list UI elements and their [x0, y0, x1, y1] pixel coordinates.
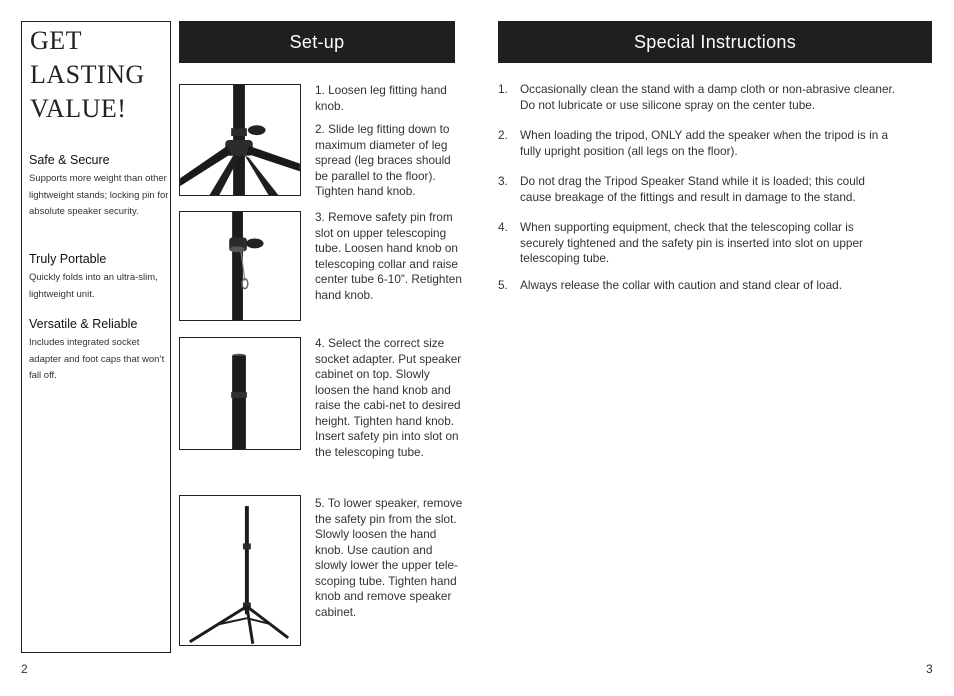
- list-item: [498, 174, 898, 220]
- feature-safe-secure: [29, 152, 169, 221]
- list-item-number: 3.: [498, 174, 508, 188]
- feature-body: Quickly folds into an ultra-slim, lightweight unit.: [29, 272, 158, 300]
- setup-step-4: [315, 336, 463, 468]
- feature-heading: Safe & Secure: [29, 153, 110, 167]
- setup-step: 5. To lower speaker, remove the safety pin from the slot. Slowly loosen the hand knob. Use caution and slowly lower the upper tele-scoping tube. Tighten hand knob and remove speaker cabinet.: [315, 496, 463, 619]
- list-item-number: 4.: [498, 220, 508, 234]
- setup-step-3: [315, 210, 463, 311]
- list-item-number: 2.: [498, 128, 508, 142]
- setup-step: 3. Remove safety pin from slot on upper telescoping tube. Loosen hand knob on telescoping collar and raise center tube 6-10”. Retighten hand knob.: [315, 210, 462, 302]
- list-item: [498, 220, 898, 278]
- special-instructions-list: [498, 82, 898, 294]
- list-item: [498, 278, 898, 294]
- feature-heading: Versatile & Reliable: [29, 317, 138, 331]
- list-item: [498, 128, 898, 174]
- photo-socket-adapter: [179, 337, 301, 450]
- list-item-text: Always release the collar with caution and stand clear of load.: [520, 278, 842, 292]
- page-number-left: 2: [21, 662, 28, 676]
- photo-full-tripod: [179, 495, 301, 646]
- setup-step-5: [315, 496, 463, 628]
- feature-sidebar: [21, 21, 171, 653]
- feature-body: Supports more weight than other lightweight stands; locking pin for absolute speaker security.: [29, 173, 169, 217]
- feature-body: Includes integrated socket adapter and foot caps that won’t fall off.: [29, 337, 165, 381]
- list-item-text: When supporting equipment, check that the telescoping collar is securely tightened and the safety pin is inserted into slot on upper telescoping tube.: [520, 220, 863, 265]
- feature-truly-portable: [29, 251, 169, 303]
- setup-step: 1. Loosen leg fitting hand knob.: [315, 83, 447, 113]
- hero-title-line: VALUE!: [30, 94, 127, 123]
- hero-title: [30, 24, 170, 126]
- leg-fitting-illustration: [180, 85, 300, 195]
- list-item-text: Do not drag the Tripod Speaker Stand while it is loaded; this could cause breakage of the fittings and result in damage to the stand.: [520, 174, 865, 204]
- safety-pin-illustration: [180, 212, 300, 320]
- list-item-text: When loading the tripod, ONLY add the speaker when the tripod is in a fully upright position (all legs on the floor).: [520, 128, 889, 158]
- photo-safety-pin: [179, 211, 301, 321]
- feature-heading: Truly Portable: [29, 252, 107, 266]
- setup-steps-1-2: [315, 83, 463, 208]
- feature-versatile-reliable: [29, 316, 169, 385]
- page-number-right: 3: [926, 662, 933, 676]
- full-tripod-illustration: [180, 496, 300, 645]
- photo-leg-fitting: [179, 84, 301, 196]
- hero-title-line: GET: [30, 26, 83, 55]
- setup-step: 2. Slide leg fitting down to maximum diameter of leg spread (leg braces should be parallel to the floor). Tighten hand knob.: [315, 122, 451, 198]
- setup-header: Set-up: [179, 21, 455, 63]
- list-item-text: Occasionally clean the stand with a damp cloth or non-abrasive cleaner. Do not lubricate or use silicone spray on the center tube.: [520, 82, 896, 112]
- list-item-number: 5.: [498, 278, 508, 292]
- special-instructions-header: Special Instructions: [498, 21, 932, 63]
- socket-adapter-illustration: [180, 338, 300, 449]
- list-item: [498, 82, 898, 128]
- setup-step: 4. Select the correct size socket adapter. Put speaker cabinet on top. Slowly loosen the hand knob and raise the cabi-net to desired height. Tighten hand knob. Insert safety pin into slot on the telescoping tube.: [315, 336, 462, 459]
- list-item-number: 1.: [498, 82, 508, 96]
- hero-title-line: LASTING: [30, 60, 145, 89]
